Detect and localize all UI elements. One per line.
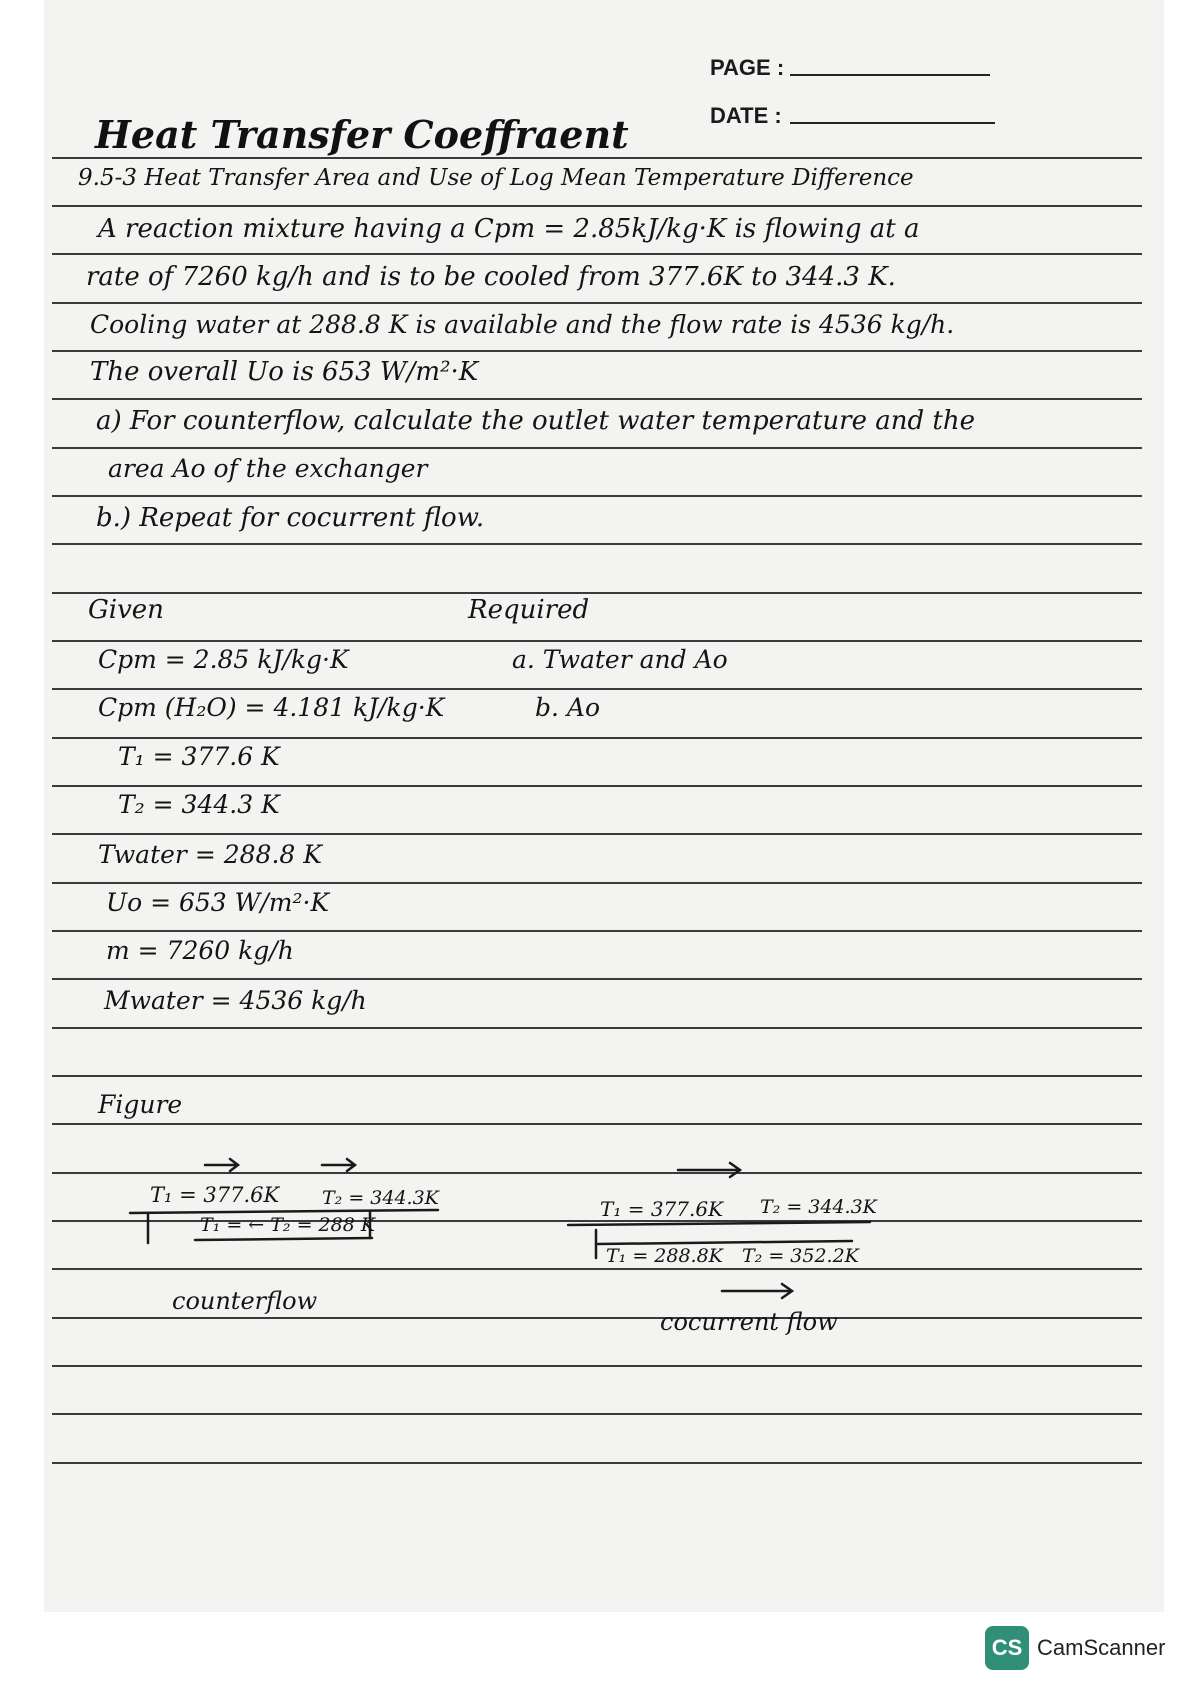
cocurrent-hot-inlet: T₁ = 377.6K	[600, 1197, 724, 1221]
date-label: DATE :	[710, 103, 782, 128]
given-heading: Given	[88, 595, 164, 625]
required-heading: Required	[468, 595, 590, 625]
counterflow-hot-outlet: T₂ = 344.3K	[322, 1187, 439, 1209]
problem-line: area Ao of the exchanger	[108, 454, 428, 483]
problem-heading: 9.5-3 Heat Transfer Area and Use of Log Mean Temperature Difference	[78, 165, 914, 191]
camscanner-logo-icon: CS	[985, 1626, 1029, 1670]
cocurrent-caption: cocurrent flow	[660, 1308, 838, 1336]
counterflow-water-label: T₁ = ← T₂ = 288 K	[200, 1214, 376, 1236]
required-item: a. Twater and Ao	[512, 645, 728, 674]
given-item: T₁ = 377.6 K	[118, 742, 280, 771]
page-label: PAGE :	[710, 55, 785, 80]
given-item: Cpm (H₂O) = 4.181 kJ/kg·K	[98, 693, 445, 722]
problem-line: rate of 7260 kg/h and is to be cooled from 377.6K to 344.3 K.	[86, 262, 896, 292]
figure-heading: Figure	[98, 1090, 183, 1119]
given-item: Cpm = 2.85 kJ/kg·K	[98, 645, 349, 674]
counterflow-hot-inlet: T₁ = 377.6K	[150, 1183, 280, 1207]
problem-line: The overall Uo is 653 W/m²·K	[90, 357, 479, 387]
given-item: Mwater = 4536 kg/h	[104, 986, 367, 1015]
required-item: b. Ao	[535, 693, 601, 722]
problem-line: A reaction mixture having a Cpm = 2.85kJ/kg·K is flowing at a	[98, 214, 920, 244]
counterflow-caption: counterflow	[172, 1287, 318, 1315]
given-item: m = 7260 kg/h	[106, 936, 294, 965]
cocurrent-hot-outlet: T₂ = 344.3K	[760, 1196, 877, 1218]
given-item: Uo = 653 W/m²·K	[106, 888, 330, 917]
page-title: Heat Transfer Coeffraent	[95, 112, 629, 157]
camscanner-watermark	[985, 1626, 1165, 1670]
given-item: T₂ = 344.3 K	[118, 790, 280, 819]
problem-line: Cooling water at 288.8 K is available and the flow rate is 4536 kg/h.	[90, 310, 955, 339]
camscanner-text: CamScanner	[1037, 1635, 1166, 1660]
cocurrent-water-inlet: T₁ = 288.8K	[606, 1245, 723, 1267]
problem-line: a) For counterflow, calculate the outlet water temperature and the	[96, 406, 975, 436]
problem-line: b.) Repeat for cocurrent flow.	[96, 503, 485, 533]
given-item: Twater = 288.8 K	[98, 840, 322, 869]
cocurrent-water-outlet: T₂ = 352.2K	[742, 1245, 859, 1267]
